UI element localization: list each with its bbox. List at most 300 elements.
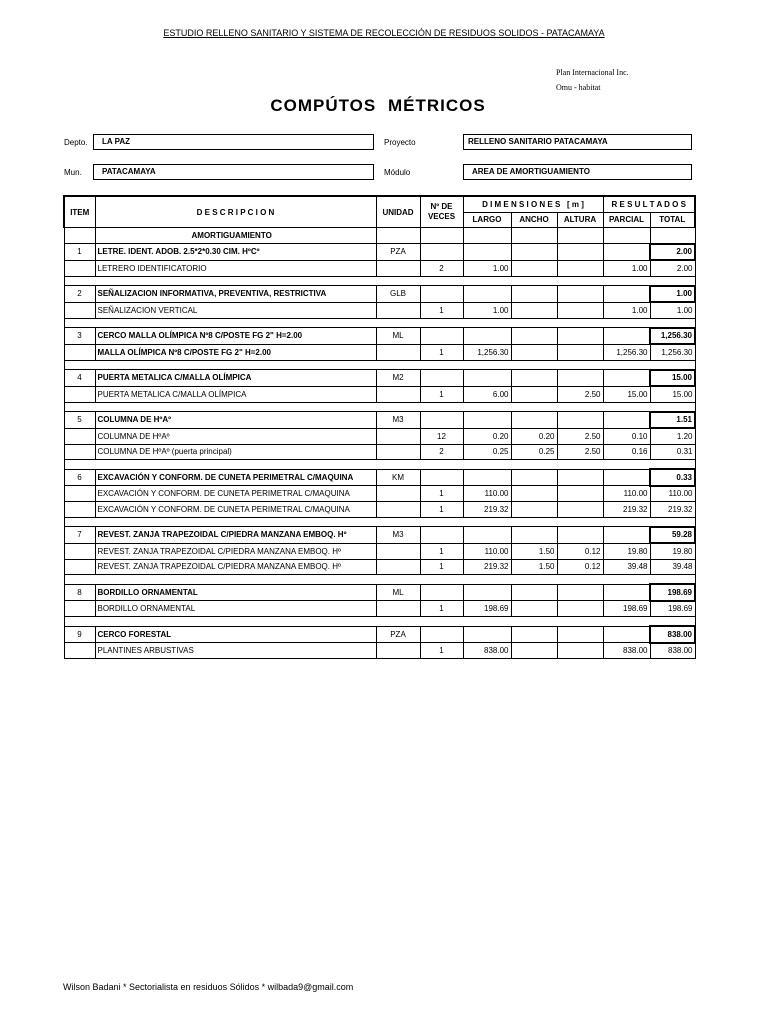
row-description: MALLA OLÍMPICA Nº8 C/POSTE FG 2" H=2.00	[95, 344, 376, 360]
empty-cell	[463, 328, 511, 345]
row-parcial: 1,256.30	[603, 344, 650, 360]
modulo-label: Módulo	[384, 168, 411, 177]
empty-cell	[463, 584, 511, 601]
row-altura	[557, 302, 603, 318]
row-parcial: 0.16	[603, 444, 650, 460]
proyecto-label: Proyecto	[384, 138, 416, 147]
table-row	[64, 601, 695, 617]
row-parcial: 110.00	[603, 486, 650, 502]
spacer-cell	[64, 575, 95, 585]
row-parcial: 198.69	[603, 601, 650, 617]
item-description: SEÑALIZACION INFORMATIVA, PREVENTIVA, RESTRICTIVA	[95, 286, 376, 303]
spacer-cell	[420, 617, 463, 627]
row-largo: 0.20	[463, 428, 511, 444]
header-ancho: ANCHO	[511, 212, 557, 228]
spacer-cell	[557, 276, 603, 286]
spacer-cell	[95, 360, 376, 370]
row-veces: 2	[420, 260, 463, 276]
item-description: BORDILLO ORNAMENTAL	[95, 584, 376, 601]
spacer-cell	[603, 276, 650, 286]
item-description: EXCAVACIÓN Y CONFORM. DE CUNETA PERIMETRAL C/MAQUINA	[95, 469, 376, 486]
item-header-row	[64, 412, 695, 429]
spacer-cell	[64, 460, 95, 470]
empty-cell	[557, 584, 603, 601]
empty-cell	[420, 370, 463, 387]
row-ancho: 1.50	[511, 543, 557, 559]
row-unit-empty	[376, 302, 420, 318]
item-total: 1,256.30	[650, 328, 695, 345]
row-description: REVEST. ZANJA TRAPEZOIDAL C/PIEDRA MANZANA EMBOQ. Hº	[95, 559, 376, 575]
empty-cell	[420, 584, 463, 601]
empty-cell	[557, 286, 603, 303]
empty-cell	[511, 469, 557, 486]
spacer-row	[64, 276, 695, 286]
row-description: COLUMNA DE HºAº	[95, 428, 376, 444]
spacer-cell	[420, 460, 463, 470]
row-altura	[557, 502, 603, 518]
row-unit-empty	[376, 502, 420, 518]
spacer-cell	[376, 460, 420, 470]
section-cell-empty	[376, 228, 420, 244]
empty-cell	[511, 412, 557, 429]
row-description: PUERTA METALICA C/MALLA OLÍMPICA	[95, 386, 376, 402]
row-altura	[557, 643, 603, 659]
spacer-cell	[64, 402, 95, 412]
item-header-row	[64, 469, 695, 486]
item-total: 198.69	[650, 584, 695, 601]
item-total: 838.00	[650, 626, 695, 643]
spacer-cell	[376, 617, 420, 627]
empty-cell	[557, 244, 603, 261]
row-veces: 1	[420, 386, 463, 402]
spacer-cell	[650, 402, 695, 412]
item-header-row	[64, 584, 695, 601]
item-total: 2.00	[650, 244, 695, 261]
item-total: 0.33	[650, 469, 695, 486]
item-description: COLUMNA DE HºAº	[95, 412, 376, 429]
item-header-row	[64, 328, 695, 345]
computos-table	[63, 195, 696, 659]
row-total: 39.48	[650, 559, 695, 575]
table-row	[64, 559, 695, 575]
row-total: 110.00	[650, 486, 695, 502]
header-item: ITEM	[64, 196, 95, 228]
row-parcial: 39.48	[603, 559, 650, 575]
row-ancho: 0.20	[511, 428, 557, 444]
empty-cell	[511, 370, 557, 387]
row-altura	[557, 601, 603, 617]
row-description: LETRERO IDENTIFICATORIO	[95, 260, 376, 276]
item-header-row	[64, 370, 695, 387]
section-cell-empty	[603, 228, 650, 244]
item-number: 7	[64, 527, 95, 544]
table-row	[64, 502, 695, 518]
row-parcial: 1.00	[603, 302, 650, 318]
empty-cell	[511, 626, 557, 643]
row-total: 219.32	[650, 502, 695, 518]
empty-cell	[511, 286, 557, 303]
spacer-cell	[557, 575, 603, 585]
spacer-cell	[557, 517, 603, 527]
row-unit-empty	[376, 486, 420, 502]
spacer-cell	[650, 517, 695, 527]
table-row	[64, 260, 695, 276]
row-largo: 219.32	[463, 559, 511, 575]
row-altura: 2.50	[557, 428, 603, 444]
row-ancho	[511, 486, 557, 502]
empty-cell	[463, 469, 511, 486]
empty-cell	[420, 328, 463, 345]
header-largo: LARGO	[463, 212, 511, 228]
spacer-cell	[95, 460, 376, 470]
spacer-cell	[603, 617, 650, 627]
row-altura	[557, 260, 603, 276]
item-header-row	[64, 527, 695, 544]
row-unit-empty	[376, 601, 420, 617]
row-total: 2.00	[650, 260, 695, 276]
item-description: REVEST. ZANJA TRAPEZOIDAL C/PIEDRA MANZANA EMBOQ. Hº	[95, 527, 376, 544]
empty-cell	[420, 527, 463, 544]
spacer-cell	[511, 517, 557, 527]
spacer-cell	[650, 276, 695, 286]
modulo-value: AREA DE AMORTIGUAMIENTO	[463, 164, 692, 180]
empty-cell	[511, 527, 557, 544]
item-number: 6	[64, 469, 95, 486]
empty-cell	[603, 412, 650, 429]
row-item-empty	[64, 559, 95, 575]
spacer-cell	[650, 575, 695, 585]
row-veces: 1	[420, 502, 463, 518]
row-item-empty	[64, 543, 95, 559]
row-largo: 0.25	[463, 444, 511, 460]
spacer-cell	[376, 517, 420, 527]
spacer-cell	[95, 402, 376, 412]
row-largo: 6.00	[463, 386, 511, 402]
row-description: EXCAVACIÓN Y CONFORM. DE CUNETA PERIMETRAL C/MAQUINA	[95, 502, 376, 518]
spacer-cell	[376, 402, 420, 412]
header-parcial: PARCIAL	[603, 212, 650, 228]
empty-cell	[420, 244, 463, 261]
spacer-cell	[376, 276, 420, 286]
item-total: 59.28	[650, 527, 695, 544]
empty-cell	[603, 527, 650, 544]
spacer-row	[64, 360, 695, 370]
spacer-cell	[376, 575, 420, 585]
item-description: CERCO MALLA OLÍMPICA Nº8 C/POSTE FG 2" H=2.00	[95, 328, 376, 345]
spacer-cell	[511, 360, 557, 370]
row-altura	[557, 486, 603, 502]
row-total: 0.31	[650, 444, 695, 460]
section-cell-empty	[650, 228, 695, 244]
spacer-cell	[64, 276, 95, 286]
item-header-row	[64, 626, 695, 643]
row-item-empty	[64, 302, 95, 318]
row-description: COLUMNA DE HºAº (puerta principal)	[95, 444, 376, 460]
empty-cell	[511, 328, 557, 345]
empty-cell	[463, 244, 511, 261]
header-altura: ALTURA	[557, 212, 603, 228]
item-description: LETRE. IDENT. ADOB. 2.5*2*0.30 CIM. HºCº	[95, 244, 376, 261]
spacer-cell	[650, 360, 695, 370]
item-number: 3	[64, 328, 95, 345]
empty-cell	[511, 244, 557, 261]
item-header-row	[64, 286, 695, 303]
empty-cell	[603, 328, 650, 345]
row-veces: 1	[420, 601, 463, 617]
spacer-cell	[463, 318, 511, 328]
row-parcial: 219.32	[603, 502, 650, 518]
row-item-empty	[64, 444, 95, 460]
empty-cell	[557, 328, 603, 345]
row-total: 19.80	[650, 543, 695, 559]
row-veces: 1	[420, 559, 463, 575]
empty-cell	[420, 469, 463, 486]
item-number: 4	[64, 370, 95, 387]
row-total: 15.00	[650, 386, 695, 402]
row-veces: 2	[420, 444, 463, 460]
row-item-empty	[64, 601, 95, 617]
row-altura: 2.50	[557, 444, 603, 460]
spacer-cell	[64, 318, 95, 328]
spacer-cell	[64, 517, 95, 527]
row-ancho: 1.50	[511, 559, 557, 575]
empty-cell	[603, 244, 650, 261]
row-altura: 0.12	[557, 543, 603, 559]
row-ancho	[511, 643, 557, 659]
table-body	[64, 228, 695, 659]
empty-cell	[420, 626, 463, 643]
item-unit: ML	[376, 328, 420, 345]
section-cell-empty	[511, 228, 557, 244]
spacer-cell	[95, 517, 376, 527]
empty-cell	[603, 469, 650, 486]
row-largo: 1,256.30	[463, 344, 511, 360]
spacer-cell	[95, 318, 376, 328]
section-cell-empty	[64, 228, 95, 244]
table-row	[64, 386, 695, 402]
org-line-2: Omu - habitat	[556, 83, 601, 92]
row-description: SEÑALIZACION VERTICAL	[95, 302, 376, 318]
empty-cell	[511, 584, 557, 601]
row-largo: 219.32	[463, 502, 511, 518]
item-header-row	[64, 244, 695, 261]
item-description: PUERTA METALICA C/MALLA OLÍMPICA	[95, 370, 376, 387]
header-veces: Nº DE VECES	[420, 196, 463, 228]
table-row	[64, 444, 695, 460]
item-unit: PZA	[376, 244, 420, 261]
item-unit: ML	[376, 584, 420, 601]
spacer-cell	[557, 360, 603, 370]
row-description: BORDILLO ORNAMENTAL	[95, 601, 376, 617]
header-dimensiones: D I M E N S I O N E S [ m ]	[463, 196, 603, 212]
row-ancho	[511, 386, 557, 402]
row-ancho	[511, 302, 557, 318]
spacer-cell	[557, 318, 603, 328]
empty-cell	[463, 412, 511, 429]
row-altura	[557, 344, 603, 360]
row-veces: 1	[420, 344, 463, 360]
row-total: 1.00	[650, 302, 695, 318]
row-largo: 1.00	[463, 302, 511, 318]
row-ancho	[511, 502, 557, 518]
table-row	[64, 302, 695, 318]
spacer-cell	[463, 460, 511, 470]
spacer-cell	[64, 617, 95, 627]
section-cell-empty	[463, 228, 511, 244]
row-largo: 838.00	[463, 643, 511, 659]
row-item-empty	[64, 502, 95, 518]
row-unit-empty	[376, 444, 420, 460]
header-unidad: UNIDAD	[376, 196, 420, 228]
spacer-cell	[420, 402, 463, 412]
item-number: 9	[64, 626, 95, 643]
row-largo: 110.00	[463, 486, 511, 502]
empty-cell	[603, 626, 650, 643]
item-description: CERCO FORESTAL	[95, 626, 376, 643]
row-total: 198.69	[650, 601, 695, 617]
item-number: 5	[64, 412, 95, 429]
row-description: REVEST. ZANJA TRAPEZOIDAL C/PIEDRA MANZANA EMBOQ. Hº	[95, 543, 376, 559]
row-total: 1,256.30	[650, 344, 695, 360]
row-unit-empty	[376, 344, 420, 360]
spacer-row	[64, 517, 695, 527]
footer-credit: Wilson Badani * Sectorialista en residuos Sólidos * wilbada9@gmail.com	[63, 982, 354, 992]
spacer-cell	[511, 276, 557, 286]
table-row	[64, 543, 695, 559]
row-unit-empty	[376, 543, 420, 559]
empty-cell	[463, 370, 511, 387]
table-row	[64, 428, 695, 444]
spacer-cell	[95, 617, 376, 627]
spacer-cell	[557, 402, 603, 412]
row-largo: 110.00	[463, 543, 511, 559]
row-veces: 12	[420, 428, 463, 444]
row-unit-empty	[376, 260, 420, 276]
spacer-cell	[420, 318, 463, 328]
org-line-1: Plan Internacional Inc.	[556, 68, 629, 77]
empty-cell	[463, 286, 511, 303]
row-ancho: 0.25	[511, 444, 557, 460]
item-unit: KM	[376, 469, 420, 486]
row-item-empty	[64, 428, 95, 444]
row-altura: 0.12	[557, 559, 603, 575]
header-resultados: R E S U L T A D O S	[603, 196, 695, 212]
item-number: 2	[64, 286, 95, 303]
empty-cell	[603, 286, 650, 303]
spacer-cell	[603, 517, 650, 527]
spacer-cell	[511, 402, 557, 412]
row-item-empty	[64, 643, 95, 659]
spacer-cell	[420, 517, 463, 527]
row-unit-empty	[376, 386, 420, 402]
item-unit: M3	[376, 412, 420, 429]
spacer-row	[64, 617, 695, 627]
spacer-cell	[603, 318, 650, 328]
spacer-cell	[95, 276, 376, 286]
empty-cell	[463, 626, 511, 643]
row-item-empty	[64, 260, 95, 276]
row-veces: 1	[420, 486, 463, 502]
spacer-cell	[95, 575, 376, 585]
row-item-empty	[64, 486, 95, 502]
section-title: AMORTIGUAMIENTO	[95, 228, 376, 244]
spacer-cell	[64, 360, 95, 370]
row-ancho	[511, 260, 557, 276]
row-unit-empty	[376, 428, 420, 444]
empty-cell	[420, 412, 463, 429]
row-parcial: 0.10	[603, 428, 650, 444]
spacer-cell	[463, 617, 511, 627]
spacer-row	[64, 575, 695, 585]
mun-value: PATACAMAYA	[93, 164, 374, 180]
row-unit-empty	[376, 559, 420, 575]
spacer-cell	[603, 460, 650, 470]
spacer-cell	[603, 360, 650, 370]
empty-cell	[420, 286, 463, 303]
empty-cell	[557, 626, 603, 643]
document-top-title: ESTUDIO RELLENO SANITARIO Y SISTEMA DE RECOLECCIÓN DE RESIDUOS SOLIDOS - PATACAMAYA	[163, 28, 605, 38]
empty-cell	[603, 584, 650, 601]
proyecto-value: RELLENO SANITARIO PATACAMAYA	[463, 134, 692, 150]
spacer-row	[64, 318, 695, 328]
table-row	[64, 643, 695, 659]
row-total: 1.20	[650, 428, 695, 444]
empty-cell	[603, 370, 650, 387]
row-description: EXCAVACIÓN Y CONFORM. DE CUNETA PERIMETRAL C/MAQUINA	[95, 486, 376, 502]
spacer-cell	[463, 517, 511, 527]
spacer-cell	[420, 276, 463, 286]
row-veces: 1	[420, 543, 463, 559]
row-ancho	[511, 344, 557, 360]
depto-value: LA PAZ	[93, 134, 374, 150]
header-total: TOTAL	[650, 212, 695, 228]
item-unit: M3	[376, 527, 420, 544]
section-cell-empty	[420, 228, 463, 244]
spacer-cell	[511, 460, 557, 470]
table-row	[64, 344, 695, 360]
empty-cell	[557, 527, 603, 544]
row-parcial: 19.80	[603, 543, 650, 559]
empty-cell	[557, 412, 603, 429]
spacer-cell	[463, 402, 511, 412]
row-veces: 1	[420, 302, 463, 318]
spacer-cell	[420, 575, 463, 585]
item-unit: M2	[376, 370, 420, 387]
row-altura: 2.50	[557, 386, 603, 402]
spacer-cell	[650, 318, 695, 328]
spacer-cell	[511, 575, 557, 585]
empty-cell	[557, 469, 603, 486]
item-total: 15.00	[650, 370, 695, 387]
spacer-cell	[463, 575, 511, 585]
spacer-cell	[463, 276, 511, 286]
row-description: PLANTINES ARBUSTIVAS	[95, 643, 376, 659]
spacer-row	[64, 402, 695, 412]
row-unit-empty	[376, 643, 420, 659]
row-largo: 198.69	[463, 601, 511, 617]
item-number: 1	[64, 244, 95, 261]
spacer-cell	[511, 318, 557, 328]
spacer-cell	[603, 402, 650, 412]
spacer-cell	[420, 360, 463, 370]
row-parcial: 15.00	[603, 386, 650, 402]
row-veces: 1	[420, 643, 463, 659]
row-total: 838.00	[650, 643, 695, 659]
item-total: 1.51	[650, 412, 695, 429]
spacer-cell	[650, 460, 695, 470]
spacer-cell	[463, 360, 511, 370]
spacer-cell	[557, 617, 603, 627]
